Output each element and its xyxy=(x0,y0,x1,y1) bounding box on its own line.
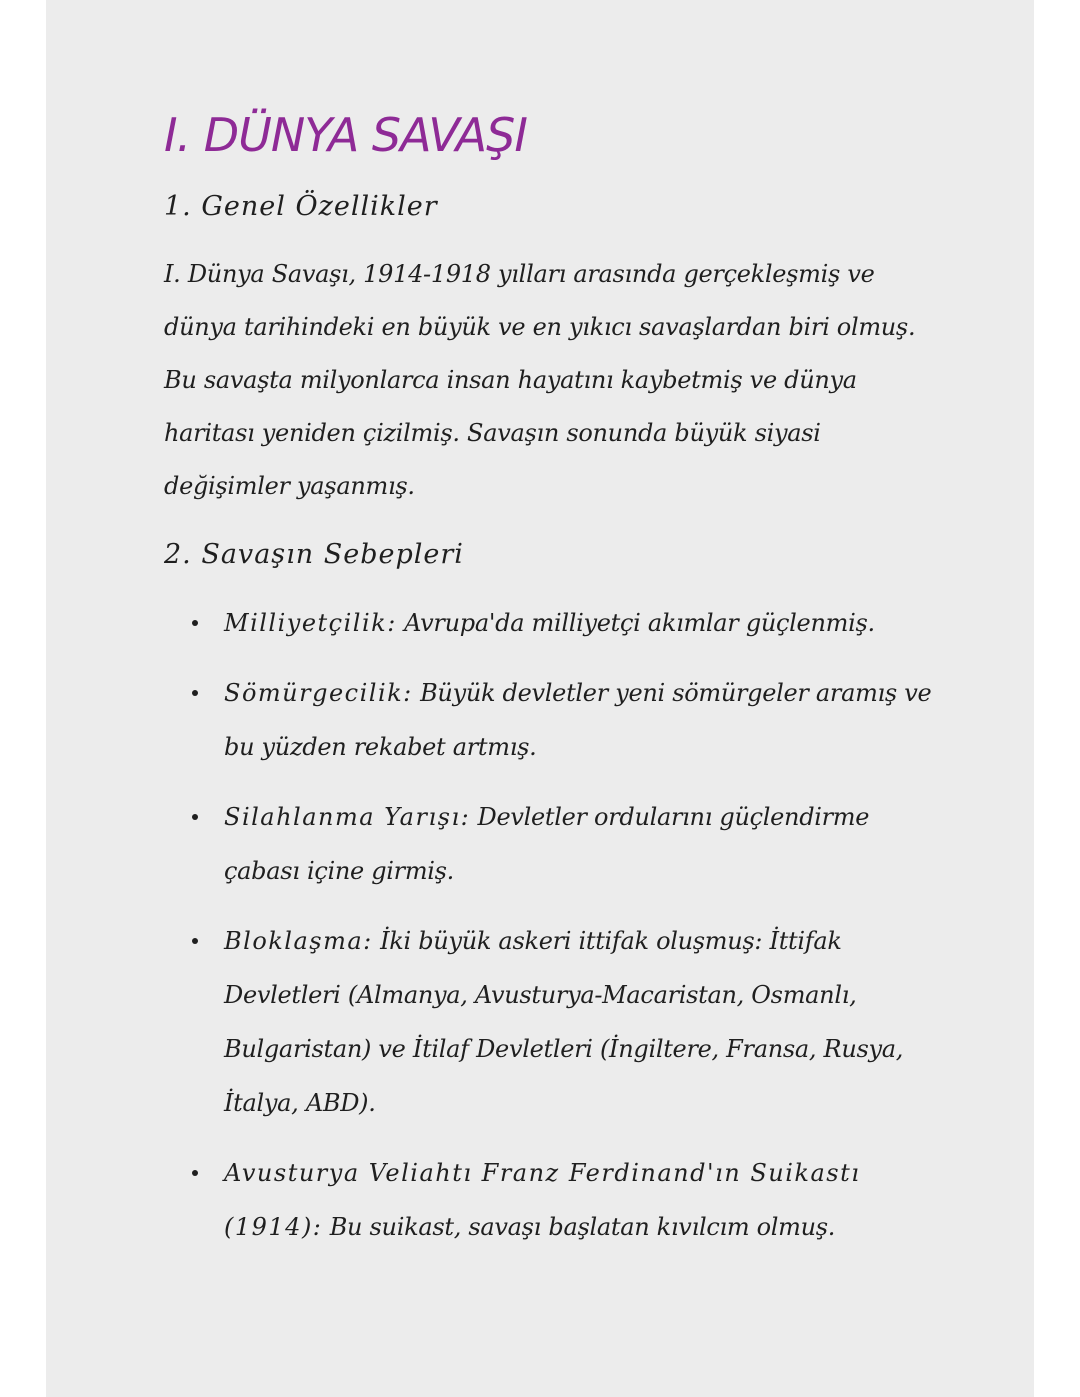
bullet-icon xyxy=(192,620,198,626)
cause-term: Silahlanma Yarışı: xyxy=(224,803,471,832)
cause-text: Bu suikast, savaşı başlatan kıvılcım olmuş. xyxy=(322,1213,836,1242)
bullet-icon xyxy=(192,938,198,944)
cause-term: Bloklaşma: xyxy=(224,927,373,956)
section-paragraph-general: I. Dünya Savaşı, 1914-1918 yılları arasında gerçekleşmiş ve dünya tarihindeki en büyük ve en yıkıcı savaşlardan biri olmuş. Bu savaşta milyonlarca insan hayatını kaybetmiş ve dünya haritası yeniden çizilmiş. Savaşın sonunda büyük siyasi değişimler yaşanmış. xyxy=(164,260,916,501)
cause-term: Avusturya Veliahtı Franz Ferdinand'ın Suikastı (1914): xyxy=(224,1159,861,1242)
cause-text: Devletler ordularını güçlendirme çabası içine girmiş. xyxy=(224,803,870,886)
document-title: I. DÜNYA SAVAŞI xyxy=(164,108,527,162)
causes-list xyxy=(164,596,934,1254)
cause-term: Sömürgecilik: xyxy=(224,679,413,708)
cause-text: İki büyük askeri ittifak oluşmuş: İttifak Devletleri (Almanya, Avusturya-Macaristan, Osmanlı, Bulgaristan) ve İtilaf Devletleri (İngiltere, Fransa, Rusya, İtalya, ABD). xyxy=(224,927,904,1118)
list-item-colonialism xyxy=(164,666,934,774)
bullet-icon xyxy=(192,1170,198,1176)
cause-text: Büyük devletler yeni sömürgeler aramış ve bu yüzden rekabet artmış. xyxy=(224,679,932,762)
list-item-arms-race xyxy=(164,790,934,898)
cause-term: Milliyetçilik: xyxy=(224,609,397,638)
section-heading-general: 1. Genel Özellikler xyxy=(164,191,438,223)
cause-text: Avrupa'da milliyetçi akımlar güçlenmiş. xyxy=(396,609,875,638)
section-heading-causes: 2. Savaşın Sebepleri xyxy=(164,539,464,571)
document-page xyxy=(46,0,1034,1397)
list-item-alliances xyxy=(164,914,934,1130)
bullet-icon xyxy=(192,814,198,820)
document-content xyxy=(164,108,934,1270)
list-item-assassination xyxy=(164,1146,934,1254)
list-item-nationalism xyxy=(164,596,934,650)
bullet-icon xyxy=(192,690,198,696)
